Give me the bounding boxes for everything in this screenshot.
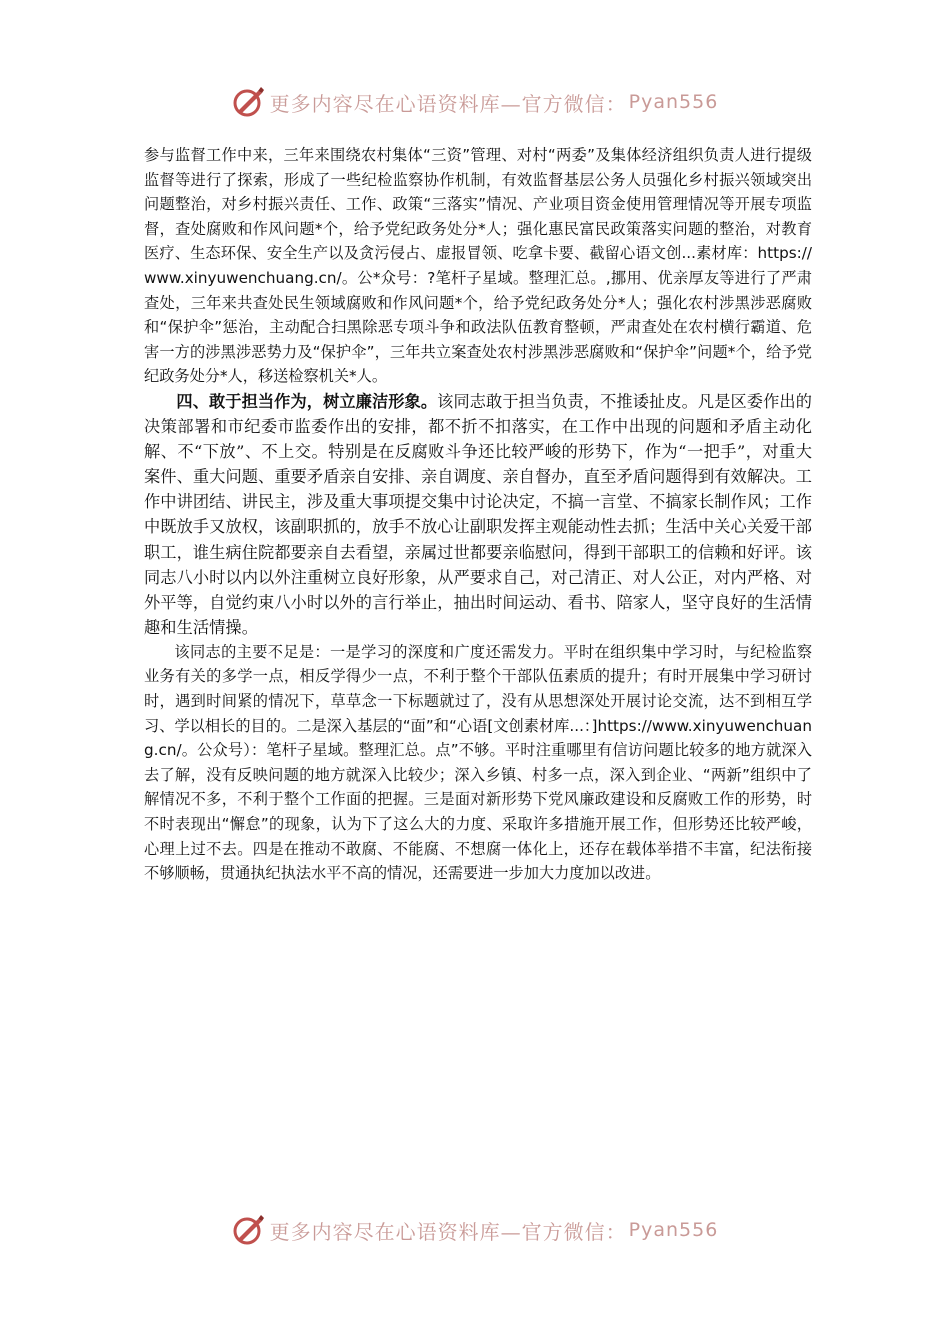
paragraph-supervision: 参与监督工作中来，三年来围绕农村集体“三资”管理、对村“两委”及集体经济组织负责人进行提级监督等进行了探索，形成了一些纪检监察协作机制，有效监督基层公务人员强化乡村振兴领域突出问题整治，对乡村振兴责任、工作、政策“三落实”情况、产业项目资金使用管理情况等开展专项监督，查处腐败和作风问题*个，给予党纪政务处分*人；强化惠民富民政策落实问题的整治，对教育医疗、生态环保、安全生产以及贪污侵占、虚报冒领、吃拿卡要、截留心语文创...素材库：https://www.xinyuwenchuang.cn/。公*众号：?笔杆子星域。整理汇总。,挪用、优亲厚友等进行了严肃查处，三年来共查处民生领域腐败和作风问题*个，给予党纪政务处分*人；强化农村涉黑涉恶腐败和“保护伞”惩治，主动配合扫黑除恶专项斗争和政法队伍教育整顿，严肃查处在农村横行霸道、危害一方的涉黑涉恶势力及“保护伞”，三年共立案查处农村涉黑涉恶腐败和“保护伞”问题*个，给予党纪政务处分*人，移送检察机关*人。	[144, 146, 812, 386]
header-watermark	[0, 80, 950, 124]
paragraph-shortcomings: 该同志的主要不足是：一是学习的深度和广度还需发力。平时在组织集中学习时，与纪检监察业务有关的多学一点，相反学得少一点，不利于整个干部队伍素质的提升；有时开展集中学习研讨时，遇到时间紧的情况下，草草念一下标题就过了，没有从思想深处开展讨论交流，达不到相互学习、学以相长的目的。二是深入基层的“面”和“心语[文创素材库...：]https://www.xinyuwenchuang.cn/。公众号）：笔杆子星域。整理汇总。点”不够。平时注重哪里有信访问题比较多的地方就深入去了解，没有反映问题的地方就深入比较少；深入乡镇、村多一点，深入到企业、“两新”组织中了解情况不多，不利于整个工作面的把握。三是面对新形势下党风廉政建设和反腐败工作的形势，时不时表现出“懈怠”的现象，认为下了这么大的力度、采取许多措施开展工作，但形势还比较严峻，心理上过不去。四是在推动不敢腐、不能腐、不想腐一体化上，还存在载体举措不丰富，纪法衔接不够顺畅，贯通执纪执法水平不高的情况，还需要进一步加大力度加以改进。	[144, 642, 812, 883]
paragraph-section-four	[144, 389, 812, 640]
pen-logo-icon	[232, 85, 266, 119]
section-body: 该同志敢于担当负责，不推诿扯皮。凡是区委作出的决策部署和市纪委市监委作出的安排，都不折不扣落实，在工作中出现的问题和矛盾主动化解、不“下放”、不上交。特别是在反腐败斗争还比较严峻的形势下，作为“一把手”，对重大案件、重大问题、重要矛盾亲自安排、亲自调度、亲自督办，直至矛盾问题得到有效解决。工作中讲团结、讲民主，涉及重大事项提交集中讨论决定，不搞一言堂、不搞家长制作风；工作中既放手又放权，该副职抓的，放手不放心让副职发挥主观能动性去抓；生活中关心关爱干部职工，谁生病住院都要亲自去看望，亲属过世都要亲临慰问，得到干部职工的信赖和好评。该同志八小时以内以外注重树立良好形象，从严要求自己，对己清正、对人公正，对内严格、对外平等，自觉约束八小时以外的言行举止，抽出时间运动、看书、陪家人，坚守良好的生活情趣和生活情操。	[144, 391, 812, 637]
watermark-wechat-id: Pyan556	[628, 91, 719, 113]
footer-watermark	[0, 1208, 950, 1252]
watermark-text: 更多内容尽在心语资料库—官方微信：	[269, 1219, 627, 1244]
document-body	[144, 143, 812, 886]
watermark-text: 更多内容尽在心语资料库—官方微信：	[269, 91, 627, 116]
watermark-wechat-id: Pyan556	[628, 1219, 719, 1241]
pen-logo-icon	[232, 1213, 266, 1247]
section-heading: 四、敢于担当作为，树立廉洁形象。	[176, 391, 438, 411]
